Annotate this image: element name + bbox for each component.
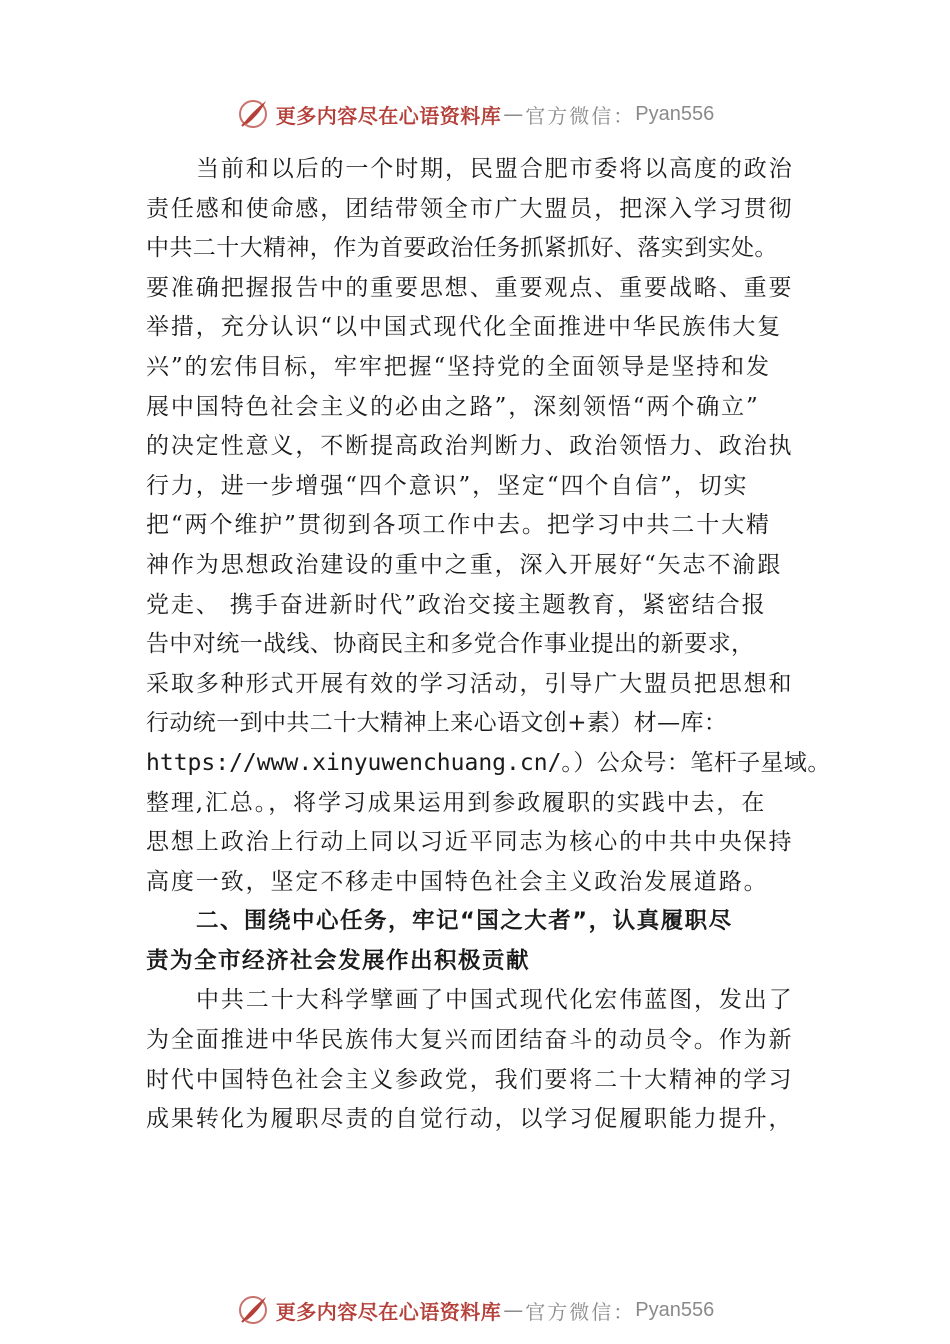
document-body: [146, 150, 831, 1140]
text-line: 党走、 携手奋进新时代”政治交接主题教育，紧密结合报: [146, 591, 767, 618]
watermark-wechat-id: Pyan556: [635, 1298, 715, 1321]
text-line: 采取多种形式开展有效的学习活动，引导广大盟员把思想和: [146, 670, 794, 697]
url-line: [146, 744, 831, 784]
watermark-site-text: 更多内容尽在心语资料库: [275, 103, 502, 128]
text-line: 行力，进一步增强“四个意识”，坚定“四个自信”，切实: [146, 472, 749, 499]
watermark-wechat-label: 官方微信：: [525, 103, 636, 128]
footer-watermark: [0, 1290, 950, 1330]
text-line: 要准确把握报告中的重要思想、重要观点、重要战略、重要: [146, 274, 794, 301]
text-line: 行动统一到中共二十大精神上来心语文创+素）材—库：: [146, 710, 728, 737]
text-line: 为全面推进中华民族伟大复兴而团结奋斗的动员令。作为新: [146, 1027, 794, 1054]
section-heading: 二、围绕中心任务，牢记“国之大者”，认真履职尽: [196, 908, 733, 935]
url-line-rest: 。）公众号：笔杆子星域。: [561, 749, 831, 776]
text-line: 举措，充分认识“以中国式现代化全面推进中华民族伟大复: [146, 314, 783, 341]
text-line: 当前和以后的一个时期，民盟合肥市委将以高度的政治: [196, 156, 794, 182]
quill-logo-icon: [236, 97, 270, 131]
quill-logo-icon: [236, 1293, 270, 1327]
text-line: 中共二十大科学擘画了中国式现代化宏伟蓝图，发出了: [196, 987, 794, 1014]
text-line: 时代中国特色社会主义参政党，我们要将二十大精神的学习: [146, 1066, 794, 1093]
text-line: 展中国特色社会主义的必由之路”，深刻领悟“两个确立”: [146, 393, 760, 420]
text-line: 责任感和使命感，团结带领全市广大盟员，把深入学习贯彻: [146, 195, 794, 222]
header-watermark: [0, 94, 950, 134]
text-line: 神作为思想政治建设的重中之重，深入开展好“矢志不渝跟: [146, 551, 783, 578]
text-line: 的决定性意义，不断提高政治判断力、政治领悟力、政治执: [146, 433, 794, 460]
text-line: 思想上政治上行动上同以习近平同志为核心的中共中央保持: [146, 829, 794, 856]
text-line: 成果转化为履职尽责的自觉行动，以学习促履职能力提升，: [146, 1106, 794, 1133]
source-url: https://www.xinyuwenchuang.cn/: [146, 749, 562, 776]
text-line: 告中对统一战线、协商民主和多党合作事业提出的新要求，: [146, 631, 755, 658]
watermark-site-text: 更多内容尽在心语资料库: [275, 1299, 502, 1324]
text-line: 把“两个维护”贯彻到各项工作中去。把学习中共二十大精: [146, 512, 771, 539]
text-line: 整理,汇总。，将学习成果运用到参政履职的实践中去，在: [146, 789, 767, 816]
watermark-separator: —: [503, 1298, 524, 1322]
watermark-wechat-id: Pyan556: [635, 102, 715, 125]
watermark-wechat-label: 官方微信：: [525, 1299, 636, 1324]
text-line: 高度一致，坚定不移走中国特色社会主义政治发展道路。: [146, 868, 769, 895]
text-line: 中共二十大精神，作为首要政治任务抓紧抓好、落实到实处。: [146, 235, 778, 262]
text-line: 兴”的宏伟目标，牢牢把握“坚持党的全面领导是坚持和发: [146, 353, 771, 380]
section-heading: 责为全市经济社会发展作出积极贡献: [146, 947, 531, 974]
watermark-separator: —: [503, 102, 524, 126]
